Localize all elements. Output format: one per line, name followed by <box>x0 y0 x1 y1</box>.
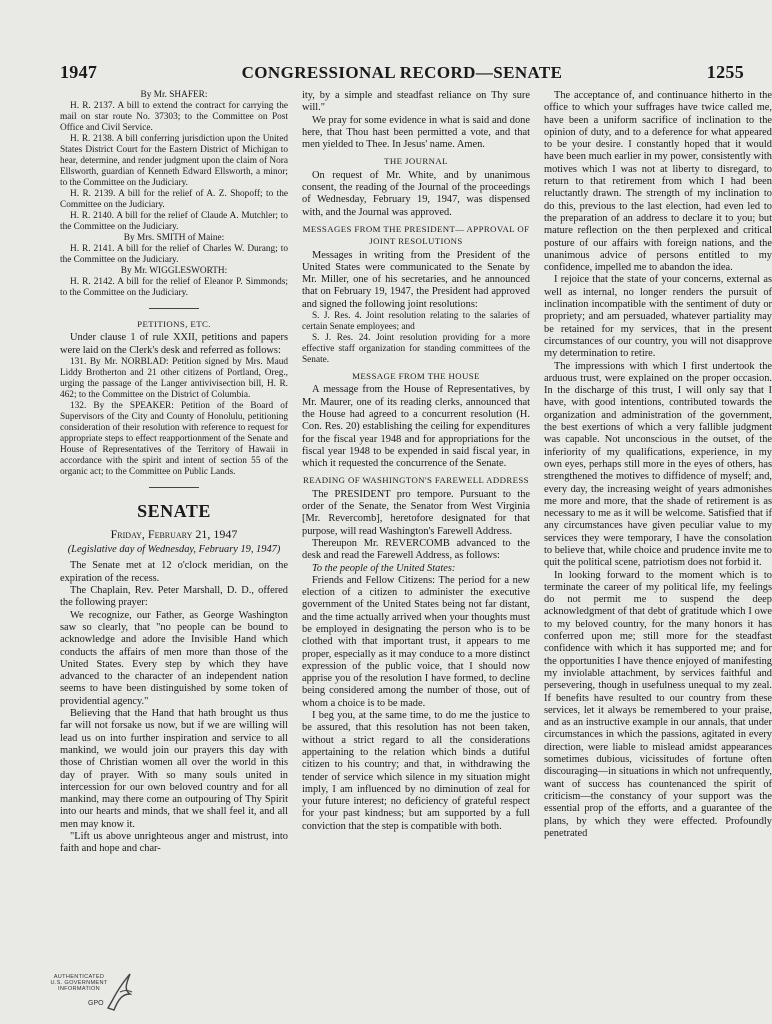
address-paragraph: The acceptance of, and continuance hitherto in the office to which your suffrages have twice called me, have been a uniform sacrifice of inclination to the opinion of duty, and to a deference for what appeared to be your desire. I constantly hoped that it would have been much earlier in my power, consistently with motives which I was not at liberty to disregard, to return to that retirement from which I had been reluctantly drawn. The strength of my inclination to do this, previous to the last election, had even led to the preparation of an address to declare it to you; but mature reflection on the then perplexed and critical posture of our affairs with foreign nations, and the unanimous advice of persons entitled to my confidence, impelled me to abandon the idea. <box>544 90 772 274</box>
column-2 <box>302 90 530 1002</box>
section-heading: THE JOURNAL <box>384 156 448 167</box>
address-paragraph: I rejoice that the state of your concerns, external as well as internal, no longer renders the pursuit of inclination incompatible with the sentiment of duty or propriety; and am persuaded, whatever partiality may be retained for my services, that in the present circumstances of our country, you will not disapprove my determination to retire. <box>544 274 772 360</box>
bill-entry: H. R. 2138. A bill conferring jurisdiction upon the United States District Court for the Eastern District of Michigan to hear, determine, and render judgment upon the claim of Nora Ellsworth, guardian of Kenneth Edward Ellsworth, a minor; to the Committee on the Judiciary. <box>60 134 288 188</box>
seal-gpo-label: GPO <box>88 1000 104 1007</box>
address-paragraph: In looking forward to the moment which is to terminate the career of my political life, my feelings do not permit me to suspend the deep acknowledgment of that debt of gratitude which I owe to my beloved country, for the many honors it has conferred upon me; still more for the steadfast confidence with which it has supported me; and for the opportunities I have thence enjoyed of manifesting my inviolable attachment, by services faithful and persevering, though in usefulness unequal to my zeal. If benefits have resulted to our country from these services, let it always be remembered to your praise, and as an instructive example in our annals, that under circumstances in which the passions, agitated in every direction, were liable to mislead amidst appearances sometimes dubious, vicissitudes of fortune often discouraging—in situations in which not unfrequently, want of success has countenanced the spirit of criticism—the constancy of your support was the essential prop of the efforts, and a guarantee of the plans, by which they were effected. Profoundly penetrated <box>544 569 772 839</box>
address-paragraph: I beg you, at the same time, to do me the justice to be assured, that this resolution has not been taken, without a strict regard to all the considerations appertaining to the relation which binds a dutiful citizen to his country; and that, in withdrawing the tender of service which silence in my situation might imply, I am influenced by no diminution of zeal for your future interest; no deficiency of grateful respect for your past kindness; but am supported by a full conviction that the step is compatible with both. <box>302 710 530 832</box>
page-header <box>60 62 744 86</box>
sponsor-line: By Mr. WIGGLESWORTH: <box>120 266 228 276</box>
paragraph: The PRESIDENT pro tempore. Pursuant to the order of the Senate, the Senator from West Virginia [Mr. Revercomb], heretofore designated for that purpose, will read Washington's Farewell Address. <box>302 488 530 537</box>
prayer-paragraph: We recognize, our Father, as George Washington saw so clearly, that "no people can be bound to acknowledge and adore the Invisible Hand which conducts the affairs of men more than those of the United States. Every step by which they have advanced to the character of an independent nation seems to have been distinguished by some token of providential agency." <box>60 609 288 707</box>
text-columns <box>60 90 772 1002</box>
paragraph: A message from the House of Representatives, by Mr. Maurer, one of its reading clerks, announced that the House had agreed to a concurrent resolution (H. Con. Res. 20) establishing the ceiling for expenditures for the fiscal year 1948 and for appropriations for the fiscal year 1948 to be expended in said fiscal year, in which it requested the concurrence of the Senate. <box>302 384 530 470</box>
prayer-paragraph: Believing that the Hand that hath brought us thus far will not forsake us now, but if we are willing will lead us on into further inspiration and service to all mankind, we would join our prayers this day with those of Christian women all over the world in this day of prayer. With so many souls united in intercession for our own beloved country and for all mankind, may there come an outpouring of Thy Spirit into our hearts and minds, that we shall feel it, and all men may know it. <box>60 708 288 830</box>
section-heading: MESSAGE FROM THE HOUSE <box>352 371 480 382</box>
paragraph: The Chaplain, Rev. Peter Marshall, D. D., offered the following prayer: <box>60 585 288 609</box>
paragraph: ity, by a simple and steadfast reliance on Thy sure will." <box>302 90 530 114</box>
paragraph: Thereupon Mr. REVERCOMB advanced to the desk and read the Farewell Address, as follows: <box>302 537 530 562</box>
eagle-seal-icon <box>100 968 140 1014</box>
petition-entry: 131. By Mr. NORBLAD: Petition signed by Mrs. Maud Liddy Brotherton and 21 other citizens of Portland, Oreg., urging the passage of the Langer antivivisection bill, H. R. 462; to the Committee on the District of Columbia. <box>60 356 288 400</box>
section-heading: READING OF WASHINGTON'S FAREWELL ADDRESS <box>303 475 529 486</box>
gpo-authentication-seal <box>50 968 140 1018</box>
sponsor-line: By Mr. SHAFER: <box>140 90 208 100</box>
paragraph: Messages in writing from the President of the United States were communicated to the Senate by Mr. Miller, one of his secretaries, and he announced that on February 19, 1947, the President had approved and signed the following joint resolutions: <box>302 249 530 310</box>
bill-entry: H. R. 2139. A bill for the relief of A. Z. Shopoff; to the Committee on the Judiciary. <box>60 189 288 210</box>
resolution-entry: S. J. Res. 4. Joint resolution relating to the salaries of certain Senate employees; and <box>302 311 530 333</box>
session-date: Friday, February 21, 1947 <box>110 526 238 541</box>
section-heading: MESSAGES FROM THE PRESIDENT— APPROVAL OF JOINT RESOLUTIONS <box>302 223 530 247</box>
paragraph: Under clause 1 of rule XXII, petitions and papers were laid on the Clerk's desk and referred as follows: <box>60 332 288 356</box>
column-3 <box>544 90 772 1002</box>
header-year: 1947 <box>60 62 98 82</box>
bill-entry: H. R. 2140. A bill for the relief of Claude A. Mutchler; to the Committee on the Judiciary. <box>60 211 288 232</box>
address-paragraph: Friends and Fellow Citizens: The period for a new election of a citizen to administer the executive government of the United States being not far distant, and the time actually arrived when your thoughts must be employed in designating the person who is to be clothed with that important trust, it appears to me proper, especially as it may conduce to a more distinct expression of the public voice, that I should now apprise you of the resolution I have formed, to decline being considered among the number of those, out of whom a choice is to be made. <box>302 574 530 709</box>
bill-entry: H. R. 2142. A bill for the relief of Eleanor P. Simmonds; to the Committee on the Judiciary. <box>60 277 288 298</box>
divider <box>149 308 199 309</box>
resolution-entry: S. J. Res. 24. Joint resolution providing for a more effective staff organization for standing committees of the Senate. <box>302 333 530 366</box>
header-page-number: 1255 <box>706 62 744 82</box>
section-heading: PETITIONS, ETC. <box>137 319 211 329</box>
bill-entry: H. R. 2137. A bill to extend the contract for carrying the mail on star route No. 37303; to the Committee on Post Office and Civil Service. <box>60 101 288 133</box>
paragraph: The Senate met at 12 o'clock meridian, on the expiration of the recess. <box>60 560 288 584</box>
prayer-paragraph: "Lift us above unrighteous anger and mistrust, into faith and hope and char- <box>60 831 288 855</box>
header-title: CONGRESSIONAL RECORD—SENATE <box>241 63 563 82</box>
column-1 <box>60 90 288 1002</box>
petition-entry: 132. By the SPEAKER: Petition of the Board of Supervisors of the City and County of Honolulu, petitioning consideration of their resolution with reference to request for appropriate steps to effect reapportionment of the Senate and House of Representatives of the Territory of Hawaii in accordance with the spirit and intent of section 55 of the organic act; to the Committee on Public Lands. <box>60 400 288 477</box>
sponsor-line: By Mrs. SMITH of Maine: <box>123 233 225 243</box>
senate-heading: SENATE <box>137 500 211 521</box>
bill-entry: H. R. 2141. A bill for the relief of Charles W. Durang; to the Committee on the Judiciary. <box>60 244 288 265</box>
legislative-day: (Legislative day of Wednesday, February 19, 1947) <box>67 544 281 556</box>
seal-text: AUTHENTICATED U.S. GOVERNMENT INFORMATION <box>50 974 108 993</box>
address-salutation: To the people of the United States: <box>312 562 456 574</box>
divider <box>149 487 199 488</box>
address-paragraph: The impressions with which I first undertook the arduous trust, were explained on the proper occasion. In the discharge of this trust, I will only say that I have, with good intentions, contributed towards the organization and administration of the government, the best exertions of which a very fallible judgment was capable. Not unconscious in the outset, of the inferiority of my qualifications, experience, in my own eyes, perhaps still more in the eyes of others, has strengthened the motives to diffidence of myself; and, every day, the increasing weight of years admonishes me more and more, that the shade of retirement is as necessary to me as it will be welcome. Satisfied that if any circumstances have given peculiar value to my services they were temporary, I have the consolation to believe that, while choice and prudence invite me to quit the political scene, patriotism does not forbid it. <box>544 360 772 569</box>
paragraph: On request of Mr. White, and by unanimous consent, the reading of the Journal of the proceedings of Wednesday, February 19, 1947, was dispensed with, and the Journal was approved. <box>302 169 530 218</box>
paragraph: We pray for some evidence in what is said and done here, that Thou hast been permitted a vote, and that men yielded to Thee. In Jesus' name. Amen. <box>302 114 530 151</box>
